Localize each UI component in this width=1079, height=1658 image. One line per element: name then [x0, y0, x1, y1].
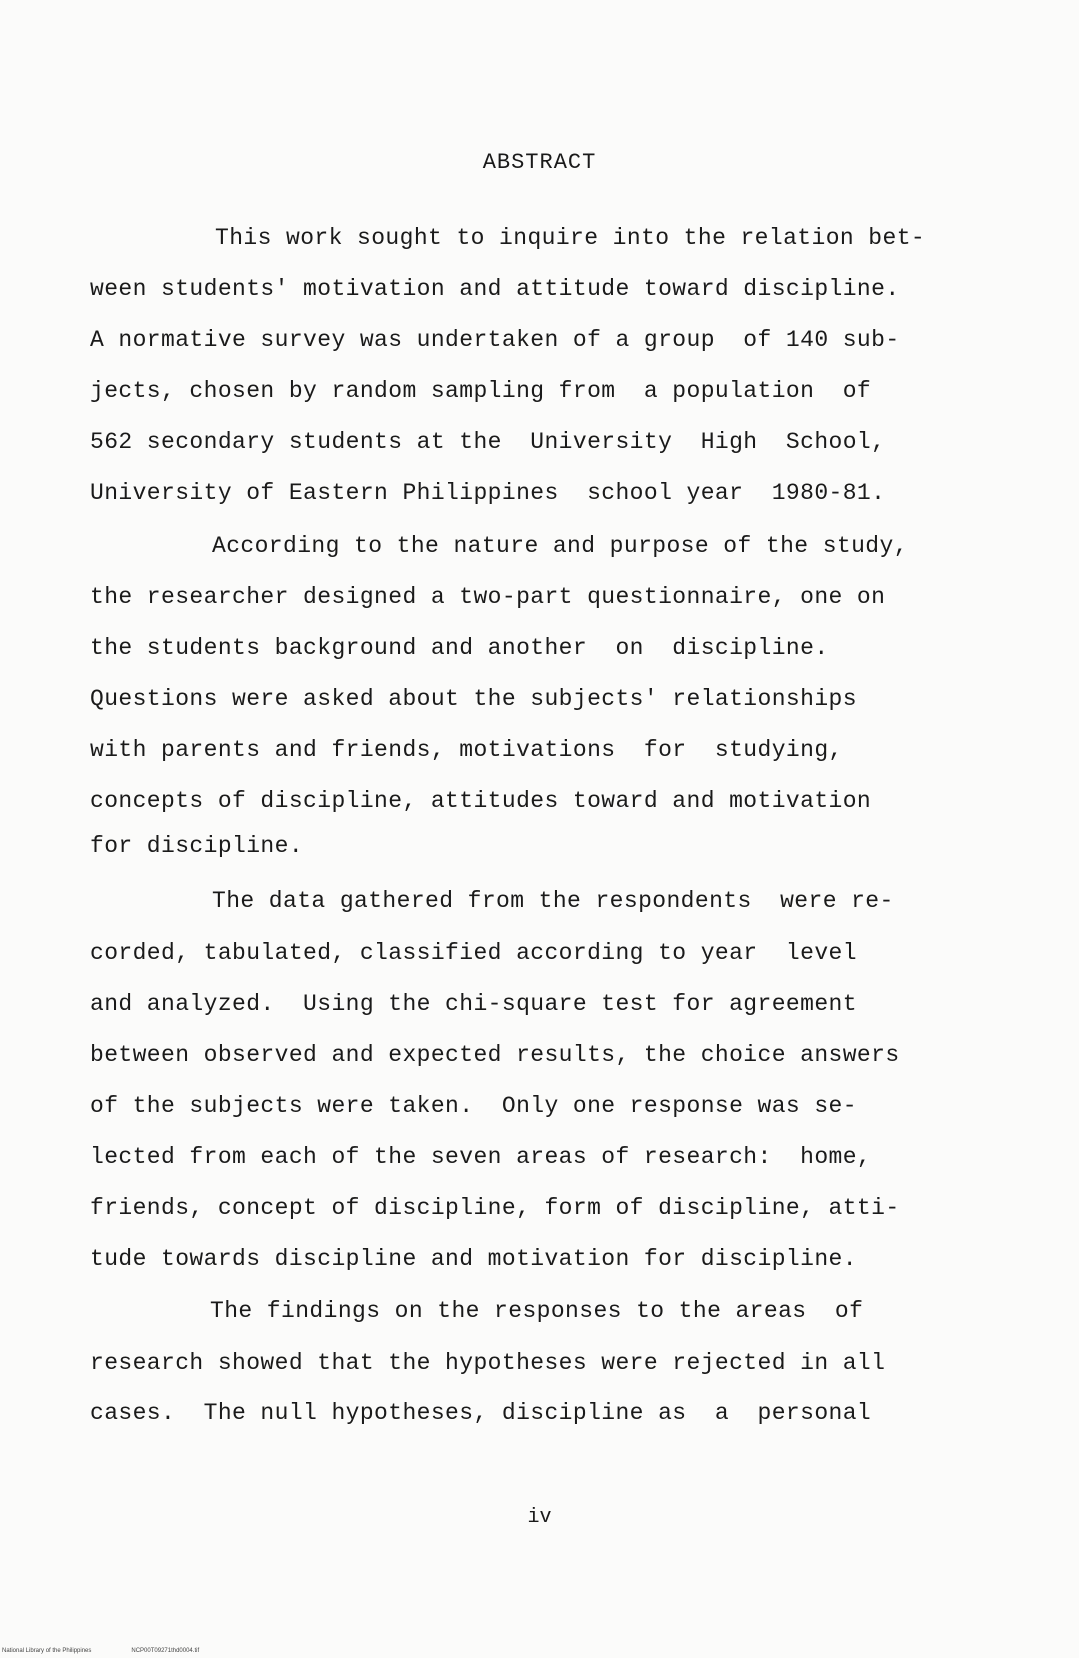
text-line: 562 secondary students at the University High School, [90, 429, 886, 455]
scan-footer [2, 1648, 239, 1654]
page-number: iv [527, 1506, 552, 1529]
text-line: corded, tabulated, classified according to year level [90, 940, 857, 966]
abstract-title: ABSTRACT [482, 150, 597, 175]
text-line: The data gathered from the respondents were re- [212, 888, 894, 914]
text-line: of the subjects were taken. Only one response was se- [90, 1093, 857, 1119]
text-line: and analyzed. Using the chi-square test for agreement [90, 991, 857, 1017]
footer-file-id: NCP00T09271thd0004.tif [131, 1648, 200, 1654]
text-line: the researcher designed a two-part questionnaire, one on [90, 584, 886, 610]
text-line: between observed and expected results, the choice answers [90, 1042, 900, 1068]
text-line: University of Eastern Philippines school year 1980-81. [90, 480, 886, 506]
text-line: ween students' motivation and attitude toward discipline. [90, 276, 900, 302]
text-line: jects, chosen by random sampling from a population of [90, 378, 872, 404]
text-line: This work sought to inquire into the relation bet- [215, 225, 926, 251]
text-line: According to the nature and purpose of the study, [212, 533, 908, 559]
text-line: A normative survey was undertaken of a group of 140 sub- [90, 327, 900, 353]
text-line: with parents and friends, motivations for studying, [90, 737, 843, 763]
text-line: cases. The null hypotheses, discipline as a personal [90, 1400, 872, 1426]
text-line: for discipline. [90, 833, 304, 859]
text-line: research showed that the hypotheses were rejected in all [90, 1350, 886, 1376]
text-line: Questions were asked about the subjects' relationships [90, 686, 857, 712]
text-line: the students background and another on discipline. [90, 635, 829, 661]
footer-library: National Library of the Philippines [2, 1648, 92, 1654]
text-line: concepts of discipline, attitudes toward and motivation [90, 788, 872, 814]
text-line: friends, concept of discipline, form of discipline, atti- [90, 1195, 900, 1221]
text-line: lected from each of the seven areas of research: home, [90, 1144, 872, 1170]
text-line: tude towards discipline and motivation for discipline. [90, 1246, 857, 1272]
text-line: The findings on the responses to the areas of [210, 1298, 864, 1324]
